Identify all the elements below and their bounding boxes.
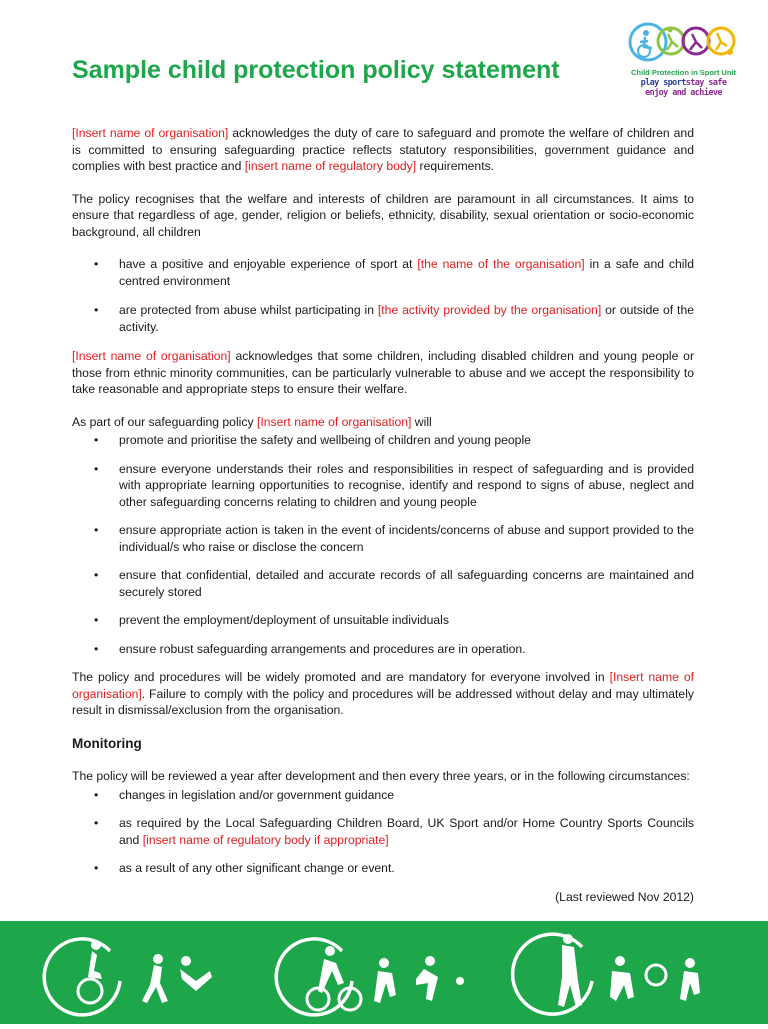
list-item: • are protected from abuse whilst participating in [the activity provided by the organisation] or outside of the activity. <box>72 302 694 335</box>
list-item: • promote and prioritise the safety and wellbeing of children and young people <box>72 432 694 449</box>
logo-unit-name: Child Protection in Sport Unit <box>631 68 736 77</box>
list-item: • ensure robust safeguarding arrangements and procedures are in operation. <box>72 641 694 658</box>
monitoring-heading: Monitoring <box>72 735 142 751</box>
policy-intro-paragraph: As part of our safeguarding policy [Insert name of organisation] will <box>72 414 432 429</box>
list-item: • ensure appropriate action is taken in the event of incidents/concerns of abuse and support provided to the individual/s who raise or disclose the concern <box>72 522 694 555</box>
children-rights-list <box>72 256 694 335</box>
policy-body <box>72 125 694 905</box>
vulnerability-paragraph: [Insert name of organisation] acknowledges that some children, including disabled children and young people or those from ethnic minority communities, can be particularly vulnerable to abuse and we accept the responsibility to take reasonable and appropriate steps to ensure their welfare. <box>72 349 694 396</box>
footer-banner <box>0 921 768 1024</box>
logo-slogan-1: play sportstay safe <box>640 78 727 88</box>
last-reviewed-date: (Last reviewed Nov 2012) <box>555 889 694 904</box>
logo-slogan-2: enjoy and achieve <box>645 88 722 98</box>
review-paragraph: The policy will be reviewed a year after development and then every three years, or in the following circumstances: <box>72 769 690 783</box>
promotion-paragraph: The policy and procedures will be widely promoted and are mandatory for everyone involved in [Insert name of organisation]. Failure to comply with the policy and procedures will be addressed without delay and may ultimately result in dismissal/exclusion from the organisation. <box>72 670 695 717</box>
safeguarding-commitments-list <box>72 432 694 657</box>
aims-paragraph: The policy recognises that the welfare and interests of children are paramount in all circumstances. It aims to ensure that regardless of age, gender, religion or beliefs, ethnicity, disability, sexual orientation or socio-economic background, all children <box>72 191 694 239</box>
cpsu-logo <box>626 20 741 100</box>
sport-figures-footer-icon <box>0 921 768 1024</box>
list-item: • as required by the Local Safeguarding Children Board, UK Sport and/or Home Country Sports Councils and [insert name of regulatory body if appropriate] <box>72 815 694 848</box>
review-circumstances-list <box>72 787 694 877</box>
page-title: Sample child protection policy statement <box>72 56 560 84</box>
list-item: • prevent the employment/deployment of unsuitable individuals <box>72 612 694 629</box>
list-item: • have a positive and enjoyable experience of sport at [the name of the organisation] in a safe and child centred environment <box>72 256 694 289</box>
list-item: • ensure everyone understands their roles and responsibilities in respect of safeguarding and is provided with appropriate learning opportunities to recognise, identify and respond to signs of abuse, neglect and other safeguarding concerns relating to children and young people <box>72 461 694 511</box>
sport-figures-logo-icon <box>626 20 741 68</box>
intro-paragraph: [Insert name of organisation] acknowledges the duty of care to safeguard and promote the welfare of children and is committed to ensuring safeguarding practice reflects statutory responsibilities, government guidance and complies with best practice and [insert name of regulatory body] requirements. <box>72 126 694 173</box>
list-item: • as a result of any other significant change or event. <box>72 860 694 877</box>
list-item: • changes in legislation and/or government guidance <box>72 787 694 804</box>
list-item: • ensure that confidential, detailed and accurate records of all safeguarding concerns are maintained and securely stored <box>72 567 694 600</box>
